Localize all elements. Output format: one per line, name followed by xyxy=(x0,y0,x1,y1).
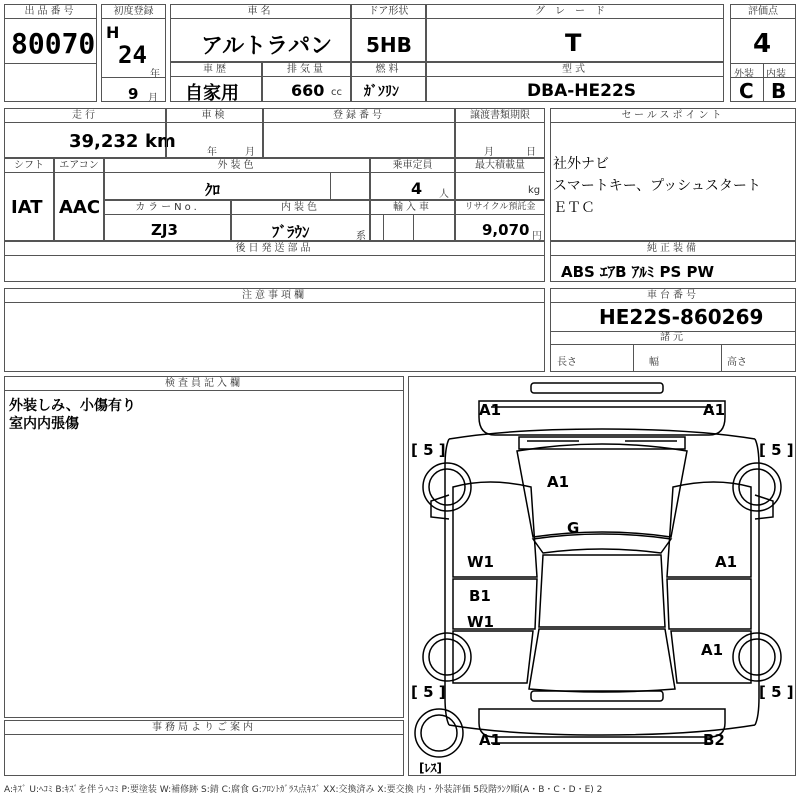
model-value: DBA-HE22S xyxy=(527,81,637,101)
model-box xyxy=(426,62,724,102)
score-int-label: 内装 xyxy=(766,69,786,80)
int-color-value: ﾌﾞﾗｳﾝ xyxy=(272,223,310,241)
lot-box xyxy=(4,4,97,102)
import-label: 輸入車 xyxy=(371,201,454,215)
score-label: 評価点 xyxy=(731,5,795,19)
history-box xyxy=(170,62,262,102)
aircon-box xyxy=(54,158,104,241)
recycle-label: リサイクル預託金 xyxy=(456,201,544,215)
chassis-box xyxy=(550,288,796,372)
later-parts-box xyxy=(4,241,545,282)
color-no-label: カラーNo. xyxy=(105,201,230,215)
mark-hood: A1 xyxy=(547,473,570,491)
int-color-suffix: 系 xyxy=(356,231,366,242)
dimension-width: 幅 xyxy=(649,357,659,368)
fuel-value: ｶﾞｿﾘﾝ xyxy=(364,84,399,100)
mark-tire-fr: [ 5 ] xyxy=(759,441,794,459)
score-box xyxy=(730,4,796,102)
lot-number: 80070 xyxy=(11,27,96,60)
capacity-value: 4 xyxy=(411,179,423,198)
first-reg-month: 9 xyxy=(128,85,139,103)
sales-points-label: セールスポイント xyxy=(551,109,795,123)
mileage-label: 走行 xyxy=(5,109,165,123)
color-no-box xyxy=(104,200,231,241)
int-color-label: 内装色 xyxy=(232,201,369,215)
inspector-line-1: 外装しみ、小傷有り xyxy=(9,398,136,414)
mark-left-rear-2: W1 xyxy=(467,613,494,631)
dimension-height: 高さ xyxy=(727,357,747,368)
inspector-label: 検査員記入欄 xyxy=(5,377,403,391)
car-outline xyxy=(409,377,795,775)
notes-label: 注意事項欄 xyxy=(5,289,544,303)
inspection-month-unit: 月 xyxy=(245,147,255,158)
car-diagram xyxy=(408,376,796,776)
mileage-unit: km xyxy=(145,131,176,152)
mark-rear-left: A1 xyxy=(479,731,502,749)
import-box xyxy=(370,200,455,241)
shift-box xyxy=(4,158,54,241)
sales-points-box xyxy=(550,108,796,241)
int-color-box xyxy=(231,200,370,241)
recycle-value: 9,070 xyxy=(482,221,530,239)
chassis-label: 車台番号 xyxy=(551,289,795,303)
transfer-box xyxy=(455,108,545,158)
car-name: アルトラパン xyxy=(201,34,333,59)
sales-point-1: 社外ナビ xyxy=(553,156,609,172)
ext-color-box xyxy=(104,158,370,200)
transfer-month-unit: 月 xyxy=(484,147,494,158)
transfer-day-unit: 日 xyxy=(526,147,536,158)
plate-label: 登録番号 xyxy=(264,109,454,123)
capacity-box xyxy=(370,158,455,200)
first-reg-month-unit: 月 xyxy=(148,93,158,104)
first-reg-year-unit: 年 xyxy=(150,69,160,80)
grade-label: グレード xyxy=(427,5,723,19)
grade-box xyxy=(426,4,724,62)
equipment-box xyxy=(550,241,796,282)
first-reg-era: H xyxy=(106,23,120,42)
dimensions-label: 諸元 xyxy=(551,331,795,345)
mark-front-right: A1 xyxy=(703,401,726,419)
grade-value: T xyxy=(565,29,582,57)
history-label: 車歴 xyxy=(171,63,261,77)
plate-box xyxy=(263,108,455,158)
mark-right-door: A1 xyxy=(715,553,738,571)
aircon-value: AAC xyxy=(59,197,101,218)
displacement-label: 排気量 xyxy=(263,63,350,77)
mark-tire-fl: [ 5 ] xyxy=(411,441,446,459)
notes-box xyxy=(4,288,545,372)
mark-spare: [ﾚｽ] xyxy=(419,761,442,775)
mark-tire-rr: [ 5 ] xyxy=(759,683,794,701)
recycle-unit: 円 xyxy=(532,231,542,242)
score-ext-value: C xyxy=(739,79,754,103)
dimension-length: 長さ xyxy=(557,357,577,368)
displacement-box xyxy=(262,62,351,102)
car-name-label: 車名 xyxy=(171,5,350,19)
capacity-unit: 人 xyxy=(439,189,449,200)
lot-label: 出品番号 xyxy=(5,5,96,19)
first-reg-year: 24 xyxy=(118,41,147,69)
mileage-value: 39,232 xyxy=(69,131,139,152)
capacity-label: 乗車定員 xyxy=(371,159,454,173)
first-reg-label: 初度登録 xyxy=(102,5,165,19)
mark-right-rear: A1 xyxy=(701,641,724,659)
inspection-year-unit: 年 xyxy=(207,147,217,158)
max-load-label: 最大積載量 xyxy=(456,159,544,173)
shift-value: IAT xyxy=(11,197,43,218)
later-parts-label: 後日発送部品 xyxy=(5,242,544,256)
mark-left-rear-1: B1 xyxy=(469,587,491,605)
first-reg-box xyxy=(101,4,166,102)
door-box xyxy=(351,4,426,62)
mark-left-door: W1 xyxy=(467,553,494,571)
door-value: 5HB xyxy=(366,33,412,57)
ext-color-label: 外装色 xyxy=(105,159,369,173)
model-label: 型式 xyxy=(427,63,723,77)
mileage-box xyxy=(4,108,176,158)
displacement-value: 660 xyxy=(291,81,325,100)
inspection-box xyxy=(166,108,263,158)
equipment-label: 純正装備 xyxy=(551,242,795,256)
mark-front-left: A1 xyxy=(479,401,502,419)
door-label: ドア形状 xyxy=(352,5,425,19)
office-box xyxy=(4,720,404,776)
sales-point-3: ＥＴＣ xyxy=(553,200,595,216)
office-label: 事務局よりご案内 xyxy=(5,721,403,735)
history-value: 自家用 xyxy=(185,83,239,104)
legend: A:ｷｽﾞ U:ﾍｺﾐ B:ｷｽﾞを伴うﾍｺﾐ P:要塗装 W:補修跡 S:錆 C:腐食 G:ﾌﾛﾝﾄｶﾞﾗｽ点ｷｽﾞ XX:交換済み X:要交換 内・外装評価 5段階ﾗﾝｸ順(A・B・C・D・E) 2 xyxy=(4,785,603,795)
displacement-unit: cc xyxy=(331,87,342,98)
fuel-label: 燃料 xyxy=(352,63,425,77)
max-load-unit: kg xyxy=(528,185,541,196)
inspector-line-2: 室内内張傷 xyxy=(9,416,79,432)
mark-rear-right: B2 xyxy=(703,731,725,749)
recycle-box xyxy=(455,200,545,241)
car-name-box xyxy=(170,4,351,62)
aircon-label: エアコン xyxy=(55,159,103,173)
score-int-value: B xyxy=(771,79,787,103)
sales-point-2: スマートキー、プッシュスタート xyxy=(553,178,761,194)
inspector-box xyxy=(4,376,404,718)
inspection-label: 車検 xyxy=(167,109,262,123)
chassis-value: HE22S-860269 xyxy=(599,305,764,329)
max-load-box xyxy=(455,158,545,200)
score-value: 4 xyxy=(753,29,772,59)
shift-label: シフト xyxy=(5,159,53,173)
mark-tire-rl: [ 5 ] xyxy=(411,683,446,701)
transfer-label: 譲渡書類期限 xyxy=(456,109,544,123)
equipment-value: ABS ｴｱB ｱﾙﾐ PS PW xyxy=(561,263,715,281)
ext-color-value: ｸﾛ xyxy=(205,181,221,199)
fuel-box xyxy=(351,62,426,102)
color-no-value: ZJ3 xyxy=(151,221,178,239)
mark-windshield: G xyxy=(567,519,580,537)
score-ext-label: 外装 xyxy=(734,69,754,80)
